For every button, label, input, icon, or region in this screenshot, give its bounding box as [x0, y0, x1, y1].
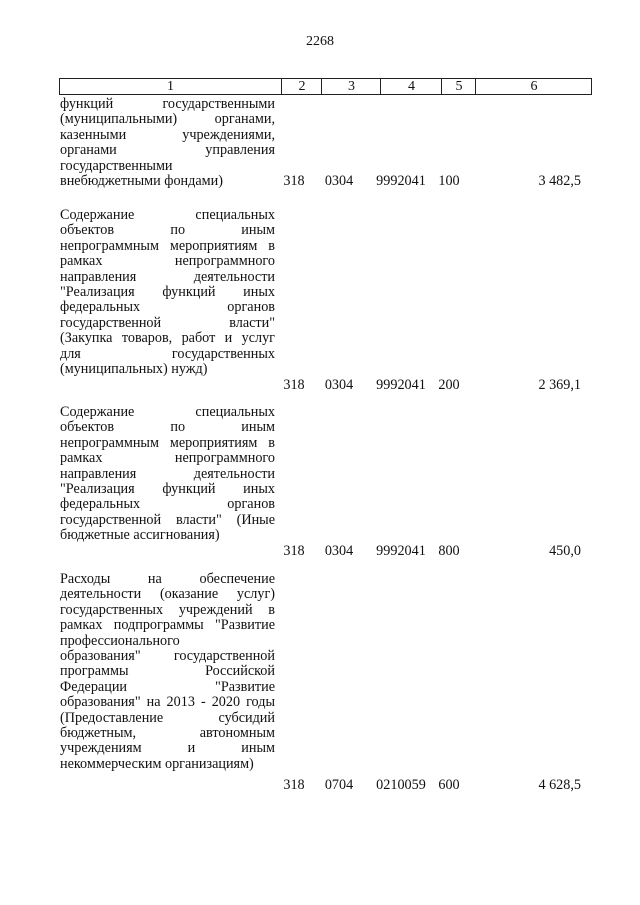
row-description: [60, 97, 275, 189]
description-line: деятельности (оказание услуг): [60, 586, 275, 603]
section-code: 0704: [324, 777, 354, 793]
header-col-3: 3: [321, 79, 381, 94]
header-col-5: 5: [441, 79, 476, 94]
description-line: (Предоставление субсидий: [60, 709, 275, 726]
section-code: 0304: [324, 173, 354, 189]
description-line: рамках непрограммного: [60, 253, 275, 270]
grbs-code: 318: [283, 377, 305, 393]
description-line: функций государственными: [60, 96, 275, 112]
description-line: (Закупка товаров, работ и услуг: [60, 330, 275, 347]
description-line: учреждениям и иным: [60, 740, 275, 757]
description-line: направления деятельности: [60, 268, 275, 285]
amount: 3 482,5: [538, 173, 581, 189]
description-line: программы Российской: [60, 663, 275, 680]
grbs-code: 318: [283, 543, 305, 559]
description-line: (муниципальными) органами,: [60, 111, 275, 128]
description-line: государственной власти": [60, 314, 275, 331]
expense-type-code: 100: [438, 173, 460, 189]
description-line: Содержание специальных: [60, 207, 275, 223]
description-line: некоммерческим организациям): [60, 755, 254, 772]
description-line: объектов по иным: [60, 419, 275, 436]
description-line: Расходы на обеспечение: [60, 571, 275, 587]
row-description: [60, 572, 275, 772]
description-line: государственной власти" (Иные: [60, 511, 275, 528]
expense-type-code: 200: [438, 377, 460, 393]
description-line: Федерации "Развитие: [60, 678, 275, 695]
description-line: федеральных органов: [60, 299, 275, 316]
description-line: образования" на 2013 - 2020 годы: [60, 694, 275, 711]
grbs-code: 318: [283, 777, 305, 793]
description-line: федеральных органов: [60, 496, 275, 513]
description-line: рамках подпрограммы "Развитие: [60, 617, 275, 634]
target-article-code: 0210059: [376, 777, 426, 793]
header-col-1: 1: [167, 79, 174, 94]
row-description: [60, 208, 275, 377]
section-code: 0304: [324, 543, 354, 559]
description-line: (муниципальных) нужд): [60, 361, 208, 378]
description-line: бюджетные ассигнования): [60, 527, 220, 544]
grbs-code: 318: [283, 173, 305, 189]
description-line: государственных учреждений в: [60, 601, 275, 618]
description-line: государственными: [60, 157, 173, 174]
table-header: [59, 78, 592, 95]
description-line: объектов по иным: [60, 222, 275, 239]
description-line: Содержание специальных: [60, 404, 275, 420]
header-col-2: 2: [281, 79, 322, 94]
description-line: бюджетным, автономным: [60, 725, 275, 742]
page-number: 2268: [306, 34, 334, 49]
amount: 450,0: [549, 543, 581, 559]
target-article-code: 9992041: [376, 377, 426, 393]
section-code: 0304: [324, 377, 354, 393]
amount: 2 369,1: [538, 377, 581, 393]
expense-type-code: 600: [438, 777, 460, 793]
description-line: непрограммным мероприятиям в: [60, 434, 275, 451]
description-line: профессионального: [60, 632, 180, 649]
description-line: рамках непрограммного: [60, 450, 275, 467]
description-line: казенными учреждениями,: [60, 126, 275, 143]
target-article-code: 9992041: [376, 543, 426, 559]
row-description: [60, 405, 275, 544]
description-line: внебюджетными фондами): [60, 173, 223, 190]
description-line: непрограммным мероприятиям в: [60, 237, 275, 254]
expense-type-code: 800: [438, 543, 460, 559]
description-line: "Реализация функций иных: [60, 284, 275, 301]
header-col-6: 6: [475, 79, 592, 94]
description-line: органами управления: [60, 142, 275, 159]
amount: 4 628,5: [538, 777, 581, 793]
header-col-4: 4: [380, 79, 442, 94]
description-line: для государственных: [60, 345, 275, 362]
description-line: направления деятельности: [60, 465, 275, 482]
target-article-code: 9992041: [376, 173, 426, 189]
description-line: "Реализация функций иных: [60, 481, 275, 498]
description-line: образования" государственной: [60, 648, 275, 665]
